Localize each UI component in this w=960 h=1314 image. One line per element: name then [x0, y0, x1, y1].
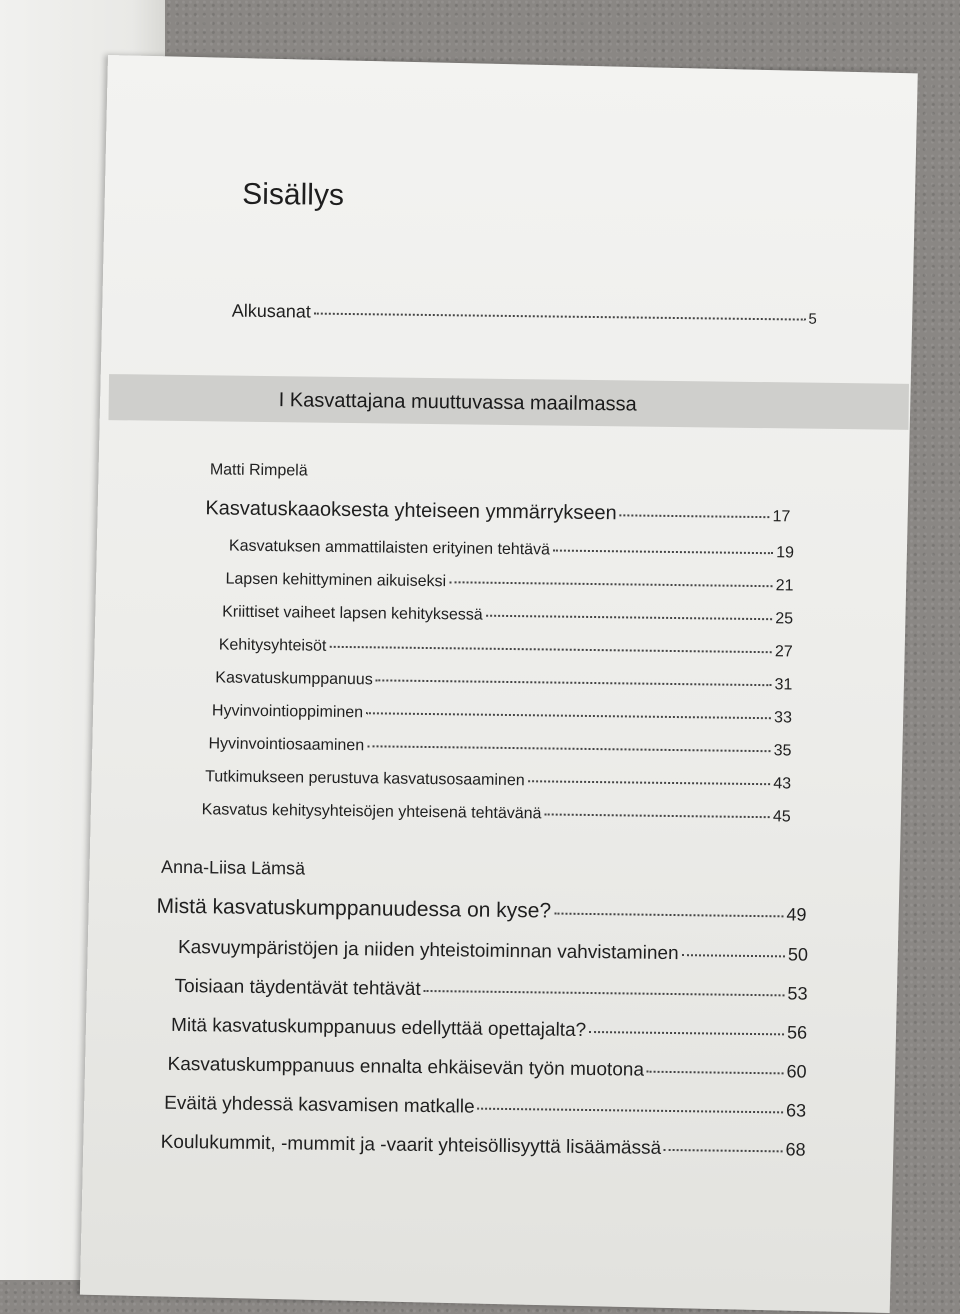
- dot-leader: [478, 1108, 783, 1114]
- toc-entry-page: 31: [774, 676, 793, 694]
- toc-entry: [167, 1054, 806, 1084]
- toc-chapter: [205, 497, 790, 527]
- section-title: I Kasvattajana muuttuvassa maailmassa: [278, 389, 637, 416]
- toc-entry-page: 33: [773, 709, 793, 727]
- dot-leader: [366, 712, 771, 719]
- toc-entry-page: 53: [787, 983, 808, 1004]
- dot-leader: [664, 1149, 783, 1152]
- toc-entry-label: Toisiaan täydentävät tehtävät: [174, 975, 421, 1000]
- dot-leader: [528, 780, 771, 785]
- dot-leader: [449, 581, 773, 587]
- dot-leader: [544, 813, 769, 818]
- toc-entry-page: 35: [773, 742, 792, 760]
- book-page: [80, 55, 918, 1313]
- toc-entry-page: 50: [787, 944, 809, 965]
- toc-entry-label: Tutkimukseen perustuva kasvatusosaaminen: [205, 768, 525, 790]
- toc-entry: [174, 976, 807, 1006]
- toc-entry-label: Alkusanat: [231, 300, 312, 322]
- toc-entry-page: 63: [785, 1100, 807, 1121]
- toc-entry-page: 68: [785, 1139, 806, 1160]
- toc-entry: [222, 603, 793, 628]
- toc-entry-label: Eväitä yhdessä kasvamisen matkalle: [164, 1092, 475, 1118]
- toc-entry-label: Lapsen kehittyminen aikuiseksi: [225, 570, 447, 591]
- dot-leader: [314, 313, 806, 321]
- toc-entry-label: Koulukummit, -mummit ja -vaarit yhteisöllisyyttä lisäämässä: [160, 1131, 662, 1159]
- dot-leader: [376, 679, 772, 686]
- dot-leader: [329, 646, 772, 653]
- toc-chapter-label: Kasvatuskaaoksesta yhteiseen ymmärrykseen: [205, 497, 617, 525]
- toc-entry: [171, 1015, 807, 1045]
- toc-entry: [178, 937, 808, 967]
- toc-entry: [208, 735, 791, 760]
- toc-entry-page: 45: [772, 808, 791, 826]
- toc-entry-page: 56: [786, 1022, 808, 1043]
- toc-entry: [229, 538, 794, 563]
- toc-entry-page: 27: [774, 643, 793, 661]
- dot-leader: [554, 913, 783, 918]
- toc-entry-page: 60: [786, 1061, 807, 1082]
- toc-entry: [164, 1093, 806, 1123]
- table-of-contents: [92, 56, 917, 1306]
- toc-entry: [225, 571, 793, 596]
- toc-entry: [215, 669, 792, 694]
- dot-leader: [620, 514, 770, 518]
- toc-entry-page: 19: [776, 544, 795, 562]
- toc-entry-label: Kasvatus kehitysyhteisöjen yhteisenä tehtävänä: [201, 801, 542, 823]
- dot-leader: [589, 1031, 784, 1035]
- toc-entry-label: Kriittiset vaiheet lapsen kehityksessä: [222, 603, 483, 624]
- dot-leader: [424, 990, 785, 996]
- toc-entry: [161, 1132, 806, 1162]
- chapter-author: Anna-Liisa Lämsä: [160, 856, 306, 879]
- toc-chapter-page: 17: [772, 508, 791, 526]
- toc-entry-label: Hyvinvointiosaaminen: [208, 735, 365, 755]
- dot-leader: [486, 615, 773, 621]
- toc-entry-page: 5: [808, 310, 817, 328]
- toc-entry-label: Hyvinvointioppiminen: [211, 702, 364, 722]
- toc-chapter: [156, 895, 806, 927]
- toc-entry: [205, 768, 791, 793]
- toc-entry: [212, 702, 792, 727]
- toc-entry-label: Kehitysyhteisöt: [218, 636, 327, 655]
- toc-entry-label: Kasvatuskumppanuus: [215, 669, 373, 689]
- toc-entry-page: 21: [775, 577, 794, 595]
- dot-leader: [367, 745, 771, 752]
- page-title: Sisällys: [242, 177, 345, 212]
- toc-entry-label: Mitä kasvatuskumppanuus edellyttää opettajalta?: [170, 1014, 587, 1041]
- chapter-author: Matti Rimpelä: [209, 461, 308, 480]
- dot-leader: [682, 954, 785, 957]
- toc-chapter-label: Mistä kasvatuskumppanuudessa on kyse?: [156, 894, 552, 923]
- toc-chapter-page: 49: [786, 904, 807, 925]
- toc-entry: [219, 636, 793, 661]
- toc-entry-preface: [232, 301, 817, 329]
- toc-entry-page: 43: [773, 775, 792, 793]
- dot-leader: [553, 550, 773, 555]
- toc-entry-label: Kasvatuskumppanuus ennalta ehkäisevän työn muotona: [167, 1053, 645, 1081]
- toc-entry-label: Kasvatuksen ammattilaisten erityinen tehtävä: [228, 537, 551, 559]
- toc-entry-label: Kasvuympäristöjen ja niiden yhteistoiminnan vahvistaminen: [177, 936, 679, 965]
- section-band: [108, 374, 909, 430]
- toc-entry: [202, 801, 791, 826]
- toc-entry-page: 25: [775, 610, 794, 628]
- dot-leader: [647, 1071, 784, 1075]
